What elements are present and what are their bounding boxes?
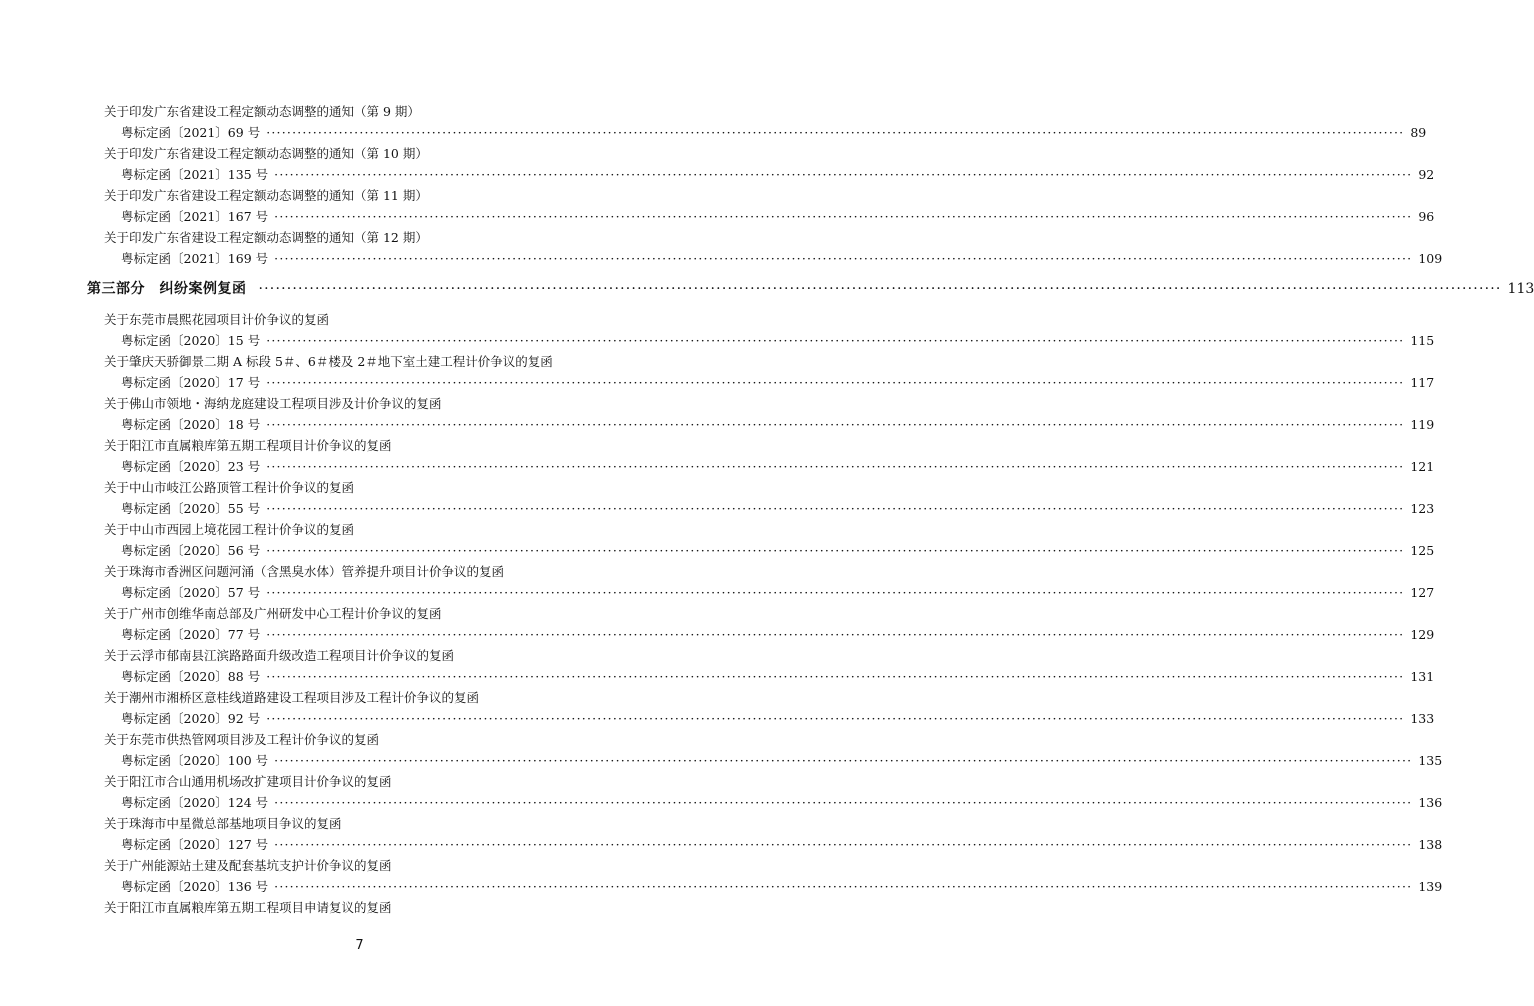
toc-entry-ref xyxy=(0,498,1435,519)
document-code: 粤标定函〔2021〕169 号 xyxy=(121,251,269,266)
page-ref: 96 xyxy=(1418,209,1435,224)
document-code: 粤标定函〔2020〕18 号 xyxy=(121,417,261,432)
page-ref: 119 xyxy=(1410,417,1435,432)
page-ref: 121 xyxy=(1410,459,1435,474)
page-ref: 131 xyxy=(1410,669,1435,684)
toc-entry-ref xyxy=(0,624,1435,645)
document-code: 粤标定函〔2020〕88 号 xyxy=(121,669,261,684)
toc-entry-ref xyxy=(0,248,1443,269)
toc-entry-ref xyxy=(0,456,1435,477)
document-code: 粤标定函〔2020〕127 号 xyxy=(121,837,269,852)
toc-entry-ref xyxy=(0,122,1427,143)
document-code: 粤标定函〔2020〕57 号 xyxy=(121,585,261,600)
dot-leader: ···························································································································································································································· xyxy=(274,879,1413,894)
document-code: 粤标定函〔2021〕167 号 xyxy=(121,209,269,224)
toc-entry-title: 关于印发广东省建设工程定额动态调整的通知（第 9 期） xyxy=(104,104,420,119)
page-ref: 109 xyxy=(1418,251,1443,266)
toc-entry-title: 关于佛山市领地・海纳龙庭建设工程项目涉及计价争议的复函 xyxy=(104,396,442,411)
dot-leader: ···························································································································································································································· xyxy=(266,125,1405,140)
toc-entry-title: 关于珠海市中星微总部基地项目争议的复函 xyxy=(104,816,342,831)
toc-entry-title: 关于云浮市郁南县江滨路路面升级改造工程项目计价争议的复函 xyxy=(104,648,455,663)
dot-leader: ···························································································································································································································· xyxy=(258,281,1502,297)
toc-entry-title: 关于东莞市晨熙花园项目计价争议的复函 xyxy=(104,312,330,327)
toc-entry-title: 关于中山市岐江公路顶管工程计价争议的复函 xyxy=(104,480,355,495)
dot-leader: ···························································································································································································································· xyxy=(266,669,1405,684)
page-ref: 129 xyxy=(1410,627,1435,642)
toc-entry-title: 关于阳江市直属粮库第五期工程项目申请复议的复函 xyxy=(104,900,392,915)
toc-entry-title: 关于印发广东省建设工程定额动态调整的通知（第 12 期） xyxy=(104,230,428,245)
document-code: 粤标定函〔2020〕56 号 xyxy=(121,543,261,558)
page-ref: 117 xyxy=(1410,375,1435,390)
document-code: 粤标定函〔2020〕17 号 xyxy=(121,375,261,390)
toc-entry-title: 关于阳江市合山通用机场改扩建项目计价争议的复函 xyxy=(104,774,392,789)
toc-entry-title: 关于广州能源站土建及配套基坑支护计价争议的复函 xyxy=(104,858,392,873)
document-code: 粤标定函〔2020〕136 号 xyxy=(121,879,269,894)
page-ref: 92 xyxy=(1418,167,1435,182)
document-code: 粤标定函〔2020〕77 号 xyxy=(121,627,261,642)
dot-leader: ···························································································································································································································· xyxy=(274,209,1413,224)
dot-leader: ···························································································································································································································· xyxy=(266,627,1405,642)
toc-entry-ref xyxy=(0,330,1435,351)
dot-leader: ···························································································································································································································· xyxy=(274,795,1413,810)
toc-entry-ref xyxy=(0,582,1435,603)
toc-entry-ref xyxy=(0,164,1435,185)
page-ref: 125 xyxy=(1410,543,1435,558)
toc-entry-title: 关于中山市西园上境花园工程计价争议的复函 xyxy=(104,522,355,537)
toc-entry-ref xyxy=(0,666,1435,687)
page-ref: 133 xyxy=(1410,711,1435,726)
toc-entry-ref xyxy=(0,834,1443,855)
dot-leader: ···························································································································································································································· xyxy=(266,459,1405,474)
page-ref: 123 xyxy=(1410,501,1435,516)
toc-entry-title: 关于印发广东省建设工程定额动态调整的通知（第 11 期） xyxy=(104,188,428,203)
toc-entry-title: 关于潮州市湘桥区意桂线道路建设工程项目涉及工程计价争议的复函 xyxy=(104,690,480,705)
toc-entry-ref xyxy=(0,750,1443,771)
toc-entry-title: 关于阳江市直属粮库第五期工程项目计价争议的复函 xyxy=(104,438,392,453)
document-code: 粤标定函〔2020〕15 号 xyxy=(121,333,261,348)
toc-entry-ref xyxy=(0,206,1435,227)
dot-leader: ···························································································································································································································· xyxy=(266,585,1405,600)
toc-entry-ref xyxy=(0,708,1435,729)
dot-leader: ···························································································································································································································· xyxy=(274,837,1413,852)
document-code: 粤标定函〔2020〕100 号 xyxy=(121,753,269,768)
dot-leader: ···························································································································································································································· xyxy=(266,711,1405,726)
toc-entry-ref xyxy=(0,414,1435,435)
toc-entry-title: 关于广州市创维华南总部及广州研发中心工程计价争议的复函 xyxy=(104,606,442,621)
dot-leader: ···························································································································································································································· xyxy=(274,753,1413,768)
page-ref: 115 xyxy=(1410,333,1435,348)
dot-leader: ···························································································································································································································· xyxy=(266,333,1405,348)
document-code: 粤标定函〔2020〕23 号 xyxy=(121,459,261,474)
page-ref: 136 xyxy=(1418,795,1443,810)
dot-leader: ···························································································································································································································· xyxy=(274,167,1413,182)
dot-leader: ···························································································································································································································· xyxy=(274,251,1413,266)
document-code: 粤标定函〔2020〕92 号 xyxy=(121,711,261,726)
toc-entry-title: 关于肇庆天骄御景二期 A 标段 5＃、6＃楼及 2＃地下室土建工程计价争议的复函 xyxy=(104,354,553,369)
toc-entry-title: 关于珠海市香洲区问题河涌（含黑臭水体）管养提升项目计价争议的复函 xyxy=(104,564,505,579)
section-heading xyxy=(0,269,1534,309)
page-number: 7 xyxy=(355,938,364,953)
page-ref: 138 xyxy=(1418,837,1443,852)
toc-entry-title: 关于印发广东省建设工程定额动态调整的通知（第 10 期） xyxy=(104,146,428,161)
toc-entry-title: 关于东莞市供热管网项目涉及工程计价争议的复函 xyxy=(104,732,380,747)
page-ref: 139 xyxy=(1418,879,1443,894)
dot-leader: ···························································································································································································································· xyxy=(266,543,1405,558)
document-code: 粤标定函〔2020〕124 号 xyxy=(121,795,269,810)
document-code: 粤标定函〔2021〕135 号 xyxy=(121,167,269,182)
toc-entry-ref xyxy=(0,372,1435,393)
toc-entry-ref xyxy=(0,792,1443,813)
toc-entry-ref xyxy=(0,540,1435,561)
page-ref: 89 xyxy=(1410,125,1427,140)
dot-leader: ···························································································································································································································· xyxy=(266,501,1405,516)
page-ref: 127 xyxy=(1410,585,1435,600)
dot-leader: ···························································································································································································································· xyxy=(266,417,1405,432)
page-ref: 113 xyxy=(1507,281,1534,297)
table-of-contents xyxy=(0,101,1534,918)
document-code: 粤标定函〔2020〕55 号 xyxy=(121,501,261,516)
document-code: 粤标定函〔2021〕69 号 xyxy=(121,125,261,140)
toc-entry-ref xyxy=(0,876,1443,897)
dot-leader: ···························································································································································································································· xyxy=(266,375,1405,390)
page-ref: 135 xyxy=(1418,753,1443,768)
section-title: 第三部分 纠纷案例复函 xyxy=(87,281,247,297)
